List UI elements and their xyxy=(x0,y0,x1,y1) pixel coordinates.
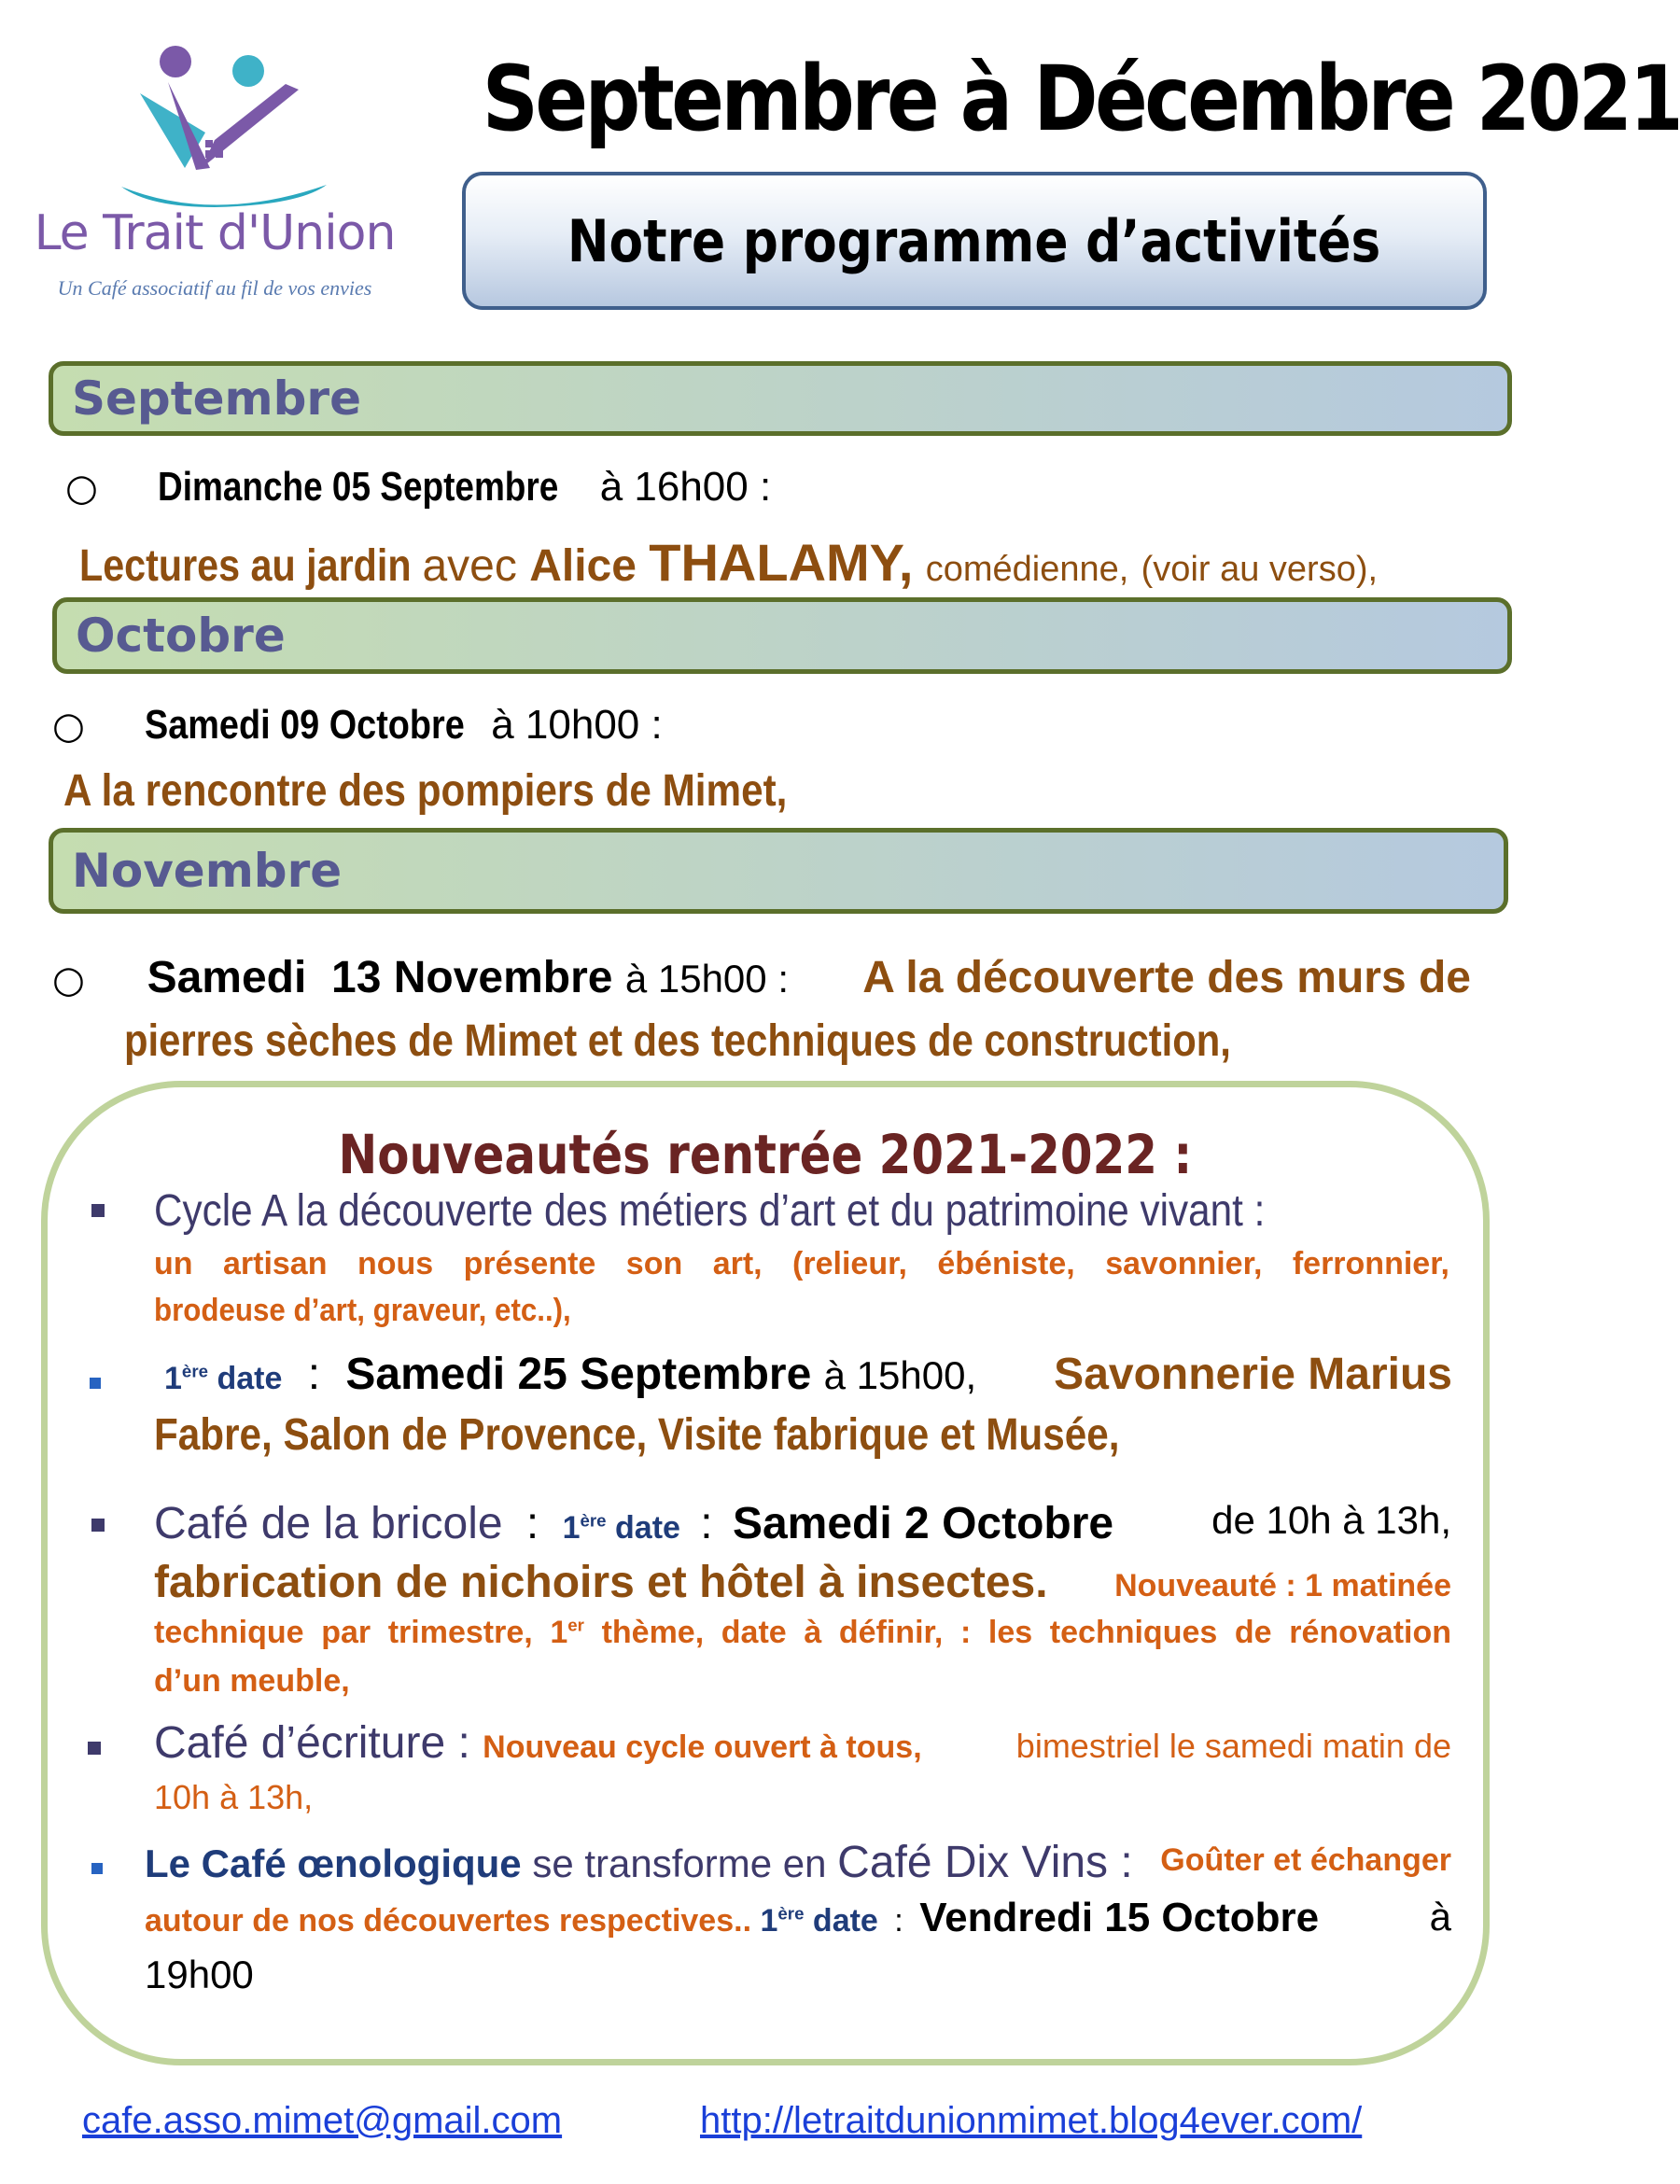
cycle-place-text: Fabre, Salon de Provence, Visite fabrique et Musée, xyxy=(154,1410,1120,1460)
bricole-line-4 xyxy=(154,1663,350,1700)
oeno-line-3 xyxy=(145,1953,254,1997)
ecriture-title: Café d’écriture : xyxy=(154,1718,470,1768)
cycle-date: Samedi 25 Septembre xyxy=(345,1350,812,1399)
bricole-meuble: d’un meuble, xyxy=(154,1663,350,1699)
first-date-number: 1 xyxy=(164,1361,182,1396)
cycle-title xyxy=(154,1185,1417,1237)
nouveautes-title-text: Nouveautés rentrée 2021-2022 : xyxy=(338,1123,1193,1186)
logo xyxy=(19,28,411,327)
square-bullet-icon xyxy=(91,1204,105,1217)
program-subtitle: Notre programme d’activités xyxy=(567,206,1381,275)
month-label-september: Septembre xyxy=(72,371,361,426)
event-date: Samedi 13 Novembre xyxy=(147,953,613,1002)
event-date: Dimanche 05 Septembre xyxy=(158,464,559,510)
event-november-line-2 xyxy=(124,1015,1396,1067)
ecriture-desc-cont: 10h à 13h, xyxy=(154,1778,314,1816)
bricole-line-2 xyxy=(154,1557,1451,1608)
event-title-cont: pierres sèches de Mimet et des techniques de construction, xyxy=(124,1016,1231,1066)
first-date-number: 1 xyxy=(562,1510,581,1546)
event-title-part: THALAMY, xyxy=(649,533,914,592)
logo-graphic-icon xyxy=(19,28,411,215)
circle-bullet-icon: ○ xyxy=(65,467,98,510)
blog-link[interactable]: http://letraitdunionmimet.blog4ever.com/ xyxy=(700,2100,1363,2141)
event-date: Samedi 09 Octobre xyxy=(145,702,466,748)
cycle-first-date xyxy=(164,1349,1452,1400)
oeno-new: Café Dix Vins : xyxy=(837,1838,1133,1887)
event-september-date-line xyxy=(65,464,771,511)
oeno-line-1 xyxy=(145,1837,1451,1888)
circle-bullet-icon: ○ xyxy=(52,705,85,748)
bricole-line-3 xyxy=(154,1615,1451,1651)
oeno-time: 19h00 xyxy=(145,1953,254,1996)
month-bar-november xyxy=(49,828,1508,914)
ecriture-new: Nouveau cycle ouvert à tous, xyxy=(483,1729,922,1765)
bricole-date: Samedi 2 Octobre xyxy=(732,1499,1114,1548)
cycle-desc-1 xyxy=(154,1246,1449,1282)
month-label-november: Novembre xyxy=(72,844,343,898)
colon: : xyxy=(307,1350,321,1399)
nouveautes-title xyxy=(41,1123,1490,1186)
square-bullet-icon xyxy=(91,1519,105,1532)
bricole-title: Café de la bricole xyxy=(154,1499,503,1548)
colon: : xyxy=(525,1499,539,1548)
event-title: A la rencontre des pompiers de Mimet, xyxy=(63,766,788,816)
square-bullet-icon xyxy=(88,1742,101,1755)
bricole-technique-b: thème, date à définir, : les techniques de rénovation xyxy=(601,1615,1452,1650)
event-title-part: avec xyxy=(422,541,517,591)
event-november-line-1 xyxy=(52,952,1471,1003)
first-date-sup: ère xyxy=(181,1361,208,1381)
event-october-title xyxy=(63,765,886,817)
bricole-time: de 10h à 13h, xyxy=(1211,1498,1451,1542)
month-label-october: Octobre xyxy=(76,609,286,663)
oeno-line-2 xyxy=(145,1895,1451,1941)
event-time: à 10h00 : xyxy=(491,702,663,748)
bricole-new: Nouveauté : 1 matinée xyxy=(1114,1568,1451,1603)
oeno-mid: se transforme en xyxy=(532,1841,827,1885)
oeno-desc: Goûter et échanger xyxy=(1160,1842,1451,1878)
colon: : xyxy=(894,1903,903,1939)
bricole-desc: fabrication de nichoirs et hôtel à insectes. xyxy=(154,1558,1048,1607)
oeno-at: à xyxy=(1429,1895,1451,1939)
cycle-desc-text: brodeuse d’art, graveur, etc..), xyxy=(154,1293,571,1328)
event-title-part: comédienne, xyxy=(925,550,1129,589)
first-date-label xyxy=(563,1510,680,1546)
circle-bullet-icon: ○ xyxy=(52,959,85,1001)
bricole-technique-a: technique par trimestre, 1 xyxy=(154,1615,568,1650)
first-date-word: date xyxy=(615,1510,680,1546)
oeno-title: Le Café œnologique xyxy=(145,1841,522,1885)
cycle-title-text: Cycle A la découverte des métiers d’art et du patrimoine vivant : xyxy=(154,1186,1266,1236)
program-banner xyxy=(462,172,1487,310)
page-title: Septembre à Décembre 2021 xyxy=(482,47,1680,151)
oeno-date: Vendredi 15 Octobre xyxy=(919,1895,1320,1940)
ecriture-desc: bimestriel le samedi matin de xyxy=(1015,1727,1451,1765)
square-bullet-icon xyxy=(91,1863,103,1874)
logo-tagline: Un Café associatif au fil de vos envies xyxy=(57,276,372,300)
event-october-date-line xyxy=(52,702,663,749)
ecriture-line-2 xyxy=(154,1778,313,1817)
month-bar-september xyxy=(49,361,1512,436)
first-date-number: 1 xyxy=(760,1903,778,1939)
event-time: à 16h00 : xyxy=(599,464,772,510)
cycle-time: à 15h00, xyxy=(823,1353,977,1397)
first-date-label xyxy=(760,1903,877,1939)
bricole-technique xyxy=(154,1615,1451,1650)
event-title-part: (voir au verso), xyxy=(1141,550,1379,589)
email-link[interactable]: cafe.asso.mimet@gmail.com xyxy=(82,2100,563,2141)
ecriture-line-1 xyxy=(154,1717,1451,1769)
bricole-technique-sup: er xyxy=(567,1615,584,1635)
first-date-sup: ère xyxy=(777,1903,805,1924)
bricole-line-1 xyxy=(154,1498,1451,1549)
oeno-desc-cont: autour de nos découvertes respectives.. xyxy=(145,1903,752,1939)
cycle-place: Savonnerie Marius xyxy=(1054,1350,1452,1399)
event-time: à 15h00 : xyxy=(624,957,789,1001)
first-date-word: date xyxy=(217,1361,283,1396)
event-title: A la découverte des murs de xyxy=(862,953,1471,1002)
first-date-word: date xyxy=(812,1903,878,1939)
cycle-place-line-2 xyxy=(154,1409,1252,1461)
cycle-desc-text: un artisan nous présente son art, (relieur, ébéniste, savonnier, ferronnier, xyxy=(154,1246,1449,1281)
event-september-title xyxy=(79,532,1378,593)
first-date-sup: ère xyxy=(580,1510,607,1531)
cycle-desc-2 xyxy=(154,1293,608,1329)
event-title-part: Alice xyxy=(529,541,637,591)
first-date-label xyxy=(164,1361,282,1396)
event-title-part: Lectures au jardin xyxy=(79,541,412,591)
logo-name: Le Trait d'Union xyxy=(34,205,396,261)
month-bar-october xyxy=(52,597,1512,674)
square-bullet-icon xyxy=(90,1378,101,1389)
colon: : xyxy=(700,1499,713,1548)
